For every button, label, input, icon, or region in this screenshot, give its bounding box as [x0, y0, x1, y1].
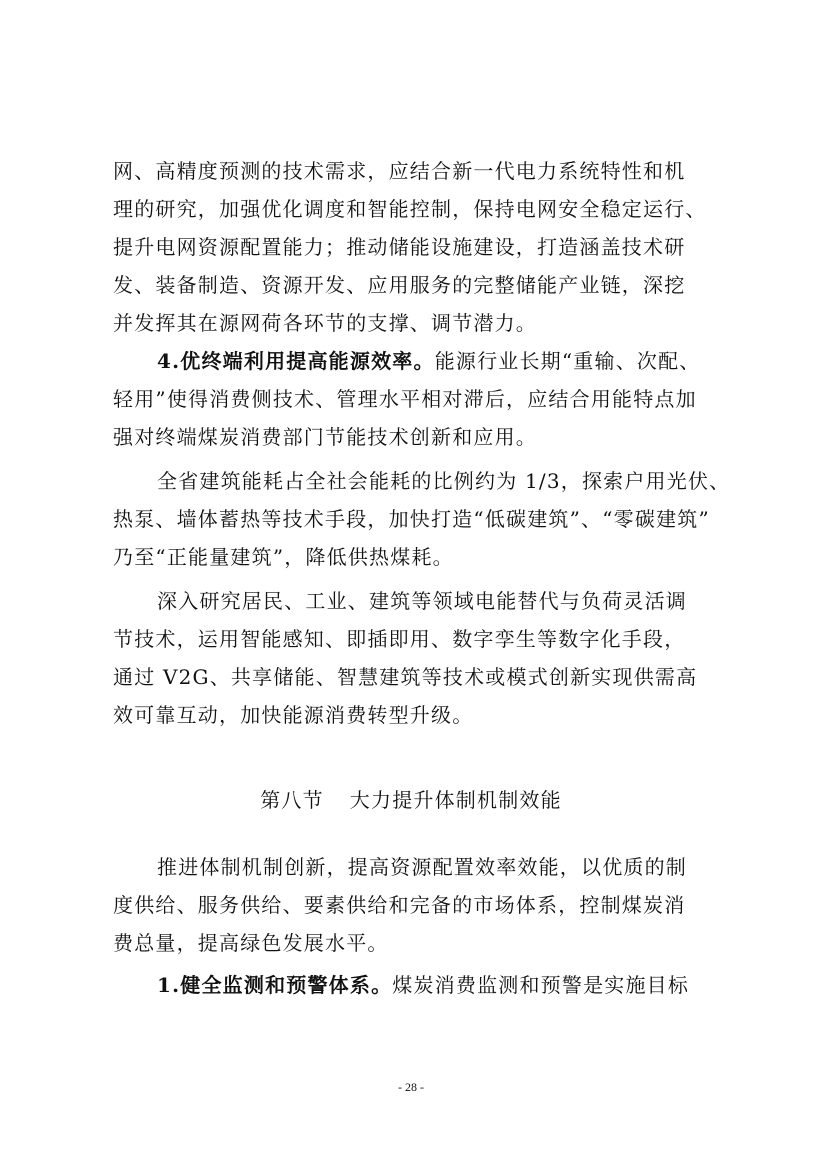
text-line: 强对终端煤炭消费部门节能技术创新和应用。 — [113, 425, 537, 449]
text-line: 节技术，运用智能感知、即插即用、数字孪生等数字化手段， — [113, 627, 686, 651]
text-line — [113, 342, 733, 380]
text-line: 深入研究居民、工业、建筑等领域电能替代与负荷灵活调 — [157, 589, 687, 613]
text-line: 通过 V2G、共享储能、智慧建筑等技术或模式创新实现供需高 — [113, 665, 698, 689]
paragraph-reform — [113, 848, 733, 962]
section-title: 大力提升体制机制效能 — [349, 788, 562, 812]
text-line: 推进体制机制创新，提高资源配置效率效能，以优质的制 — [157, 855, 687, 879]
text-line: 并发挥其在源网荷各环节的支撑、调节潜力。 — [113, 311, 537, 335]
paragraph-item-1 — [113, 966, 733, 1004]
text-line: 乃至“正能量建筑”，降低供热煤耗。 — [113, 545, 454, 569]
text-line: 轻用”使得消费侧技术、管理水平相对滞后，应结合用能特点加 — [113, 387, 697, 411]
text-line: 理的研究，加强优化调度和智能控制，保持电网安全稳定运行、 — [113, 197, 707, 221]
text-line: 网、高精度预测的技术需求，应结合新一代电力系统特性和机 — [113, 159, 686, 183]
item-heading: 1.健全监测和预警体系。 — [157, 973, 393, 997]
text-line: 全省建筑能耗占全社会能耗的比例约为 1/3，探索户用光伏、 — [157, 469, 731, 493]
page-number: - 28 - — [398, 1080, 424, 1094]
paragraph-grid-continuation — [113, 152, 733, 342]
item-text: 能源行业长期“重输、次配、 — [434, 349, 701, 373]
paragraph-item-4 — [113, 342, 733, 456]
text-line — [113, 966, 733, 1004]
paragraph-research — [113, 582, 733, 734]
text-line: 度供给、服务供给、要素供给和完备的市场体系，控制煤炭消 — [113, 893, 686, 917]
text-line: 提升电网资源配置能力；推动储能设施建设，打造涵盖技术研 — [113, 235, 686, 259]
text-line: 发、装备制造、资源开发、应用服务的完整储能产业链，深挖 — [113, 273, 686, 297]
text-line: 费总量，提高绿色发展水平。 — [113, 931, 389, 955]
section-number: 第八节 — [260, 788, 324, 812]
text-line: 热泵、墙体蓄热等技术手段，加快打造“低碳建筑”、“零碳建筑” — [113, 507, 710, 531]
section-heading — [0, 784, 822, 813]
item-text: 煤炭消费监测和预警是实施目标 — [392, 973, 690, 997]
item-heading: 4.优终端利用提高能源效率。 — [157, 349, 435, 373]
text-line: 效可靠互动，加快能源消费转型升级。 — [113, 703, 474, 727]
paragraph-building — [113, 462, 733, 576]
